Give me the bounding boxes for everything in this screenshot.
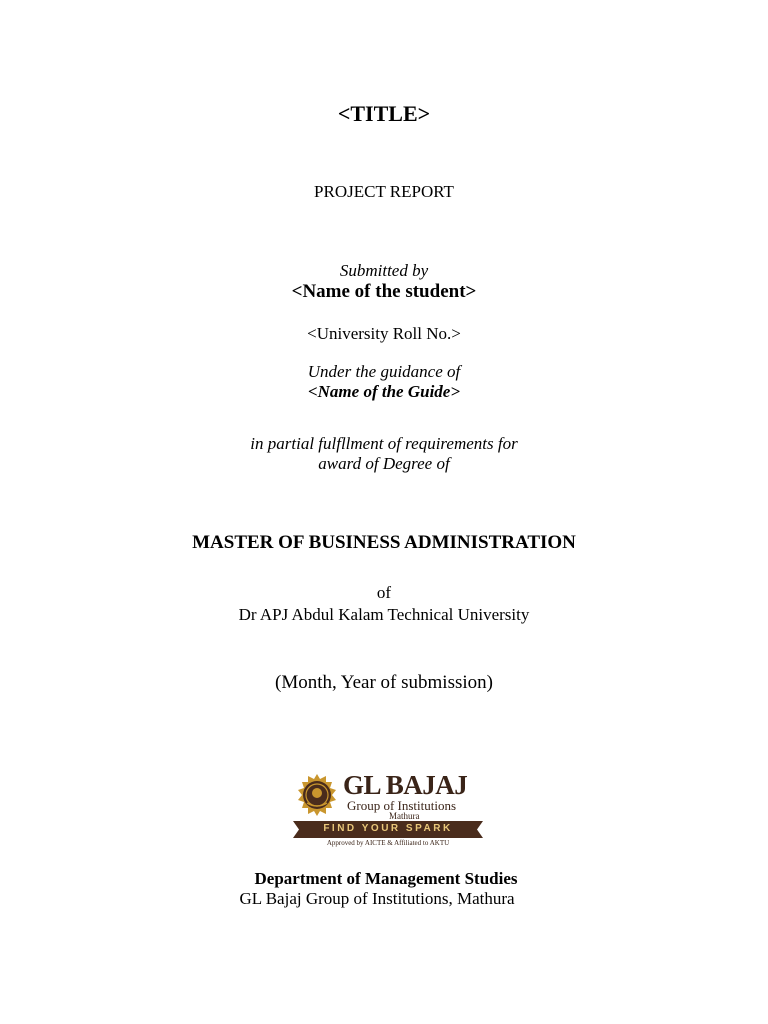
emblem-icon xyxy=(295,773,339,817)
institution-name: GL Bajaj Group of Institutions, Mathura xyxy=(239,889,515,908)
institution-logo xyxy=(291,772,485,852)
logo-brand-name: GL BAJAJ xyxy=(343,770,468,800)
department-name: Department of Management Studies xyxy=(254,869,518,888)
submission-date: (Month, Year of submission) xyxy=(275,672,493,693)
guide-name: <Name of the Guide> xyxy=(307,382,461,401)
logo-city-text: Mathura xyxy=(389,811,420,821)
partial-fulfillment-line-2: award of Degree of xyxy=(318,454,450,473)
logo-approval-text: Approved by AICTE & Affiliated to AKTU xyxy=(326,839,450,847)
guidance-label: Under the guidance of xyxy=(307,362,461,381)
student-name: <Name of the student> xyxy=(291,281,477,302)
report-title: <TITLE> xyxy=(337,101,431,126)
logo-group-text: Group of Institutions xyxy=(347,798,457,813)
report-type: PROJECT REPORT xyxy=(314,182,454,201)
degree-name: MASTER OF BUSINESS ADMINISTRATION xyxy=(192,532,576,553)
of-label: of xyxy=(376,583,392,602)
partial-fulfillment-line-1: in partial fulfllment of requirements for xyxy=(250,434,518,453)
university-roll-no: <University Roll No.> xyxy=(307,324,461,343)
logo-tagline: FIND YOUR SPARK xyxy=(323,823,453,834)
submitted-by-label: Submitted by xyxy=(339,261,429,280)
university-name: Dr APJ Abdul Kalam Technical University xyxy=(238,605,530,624)
